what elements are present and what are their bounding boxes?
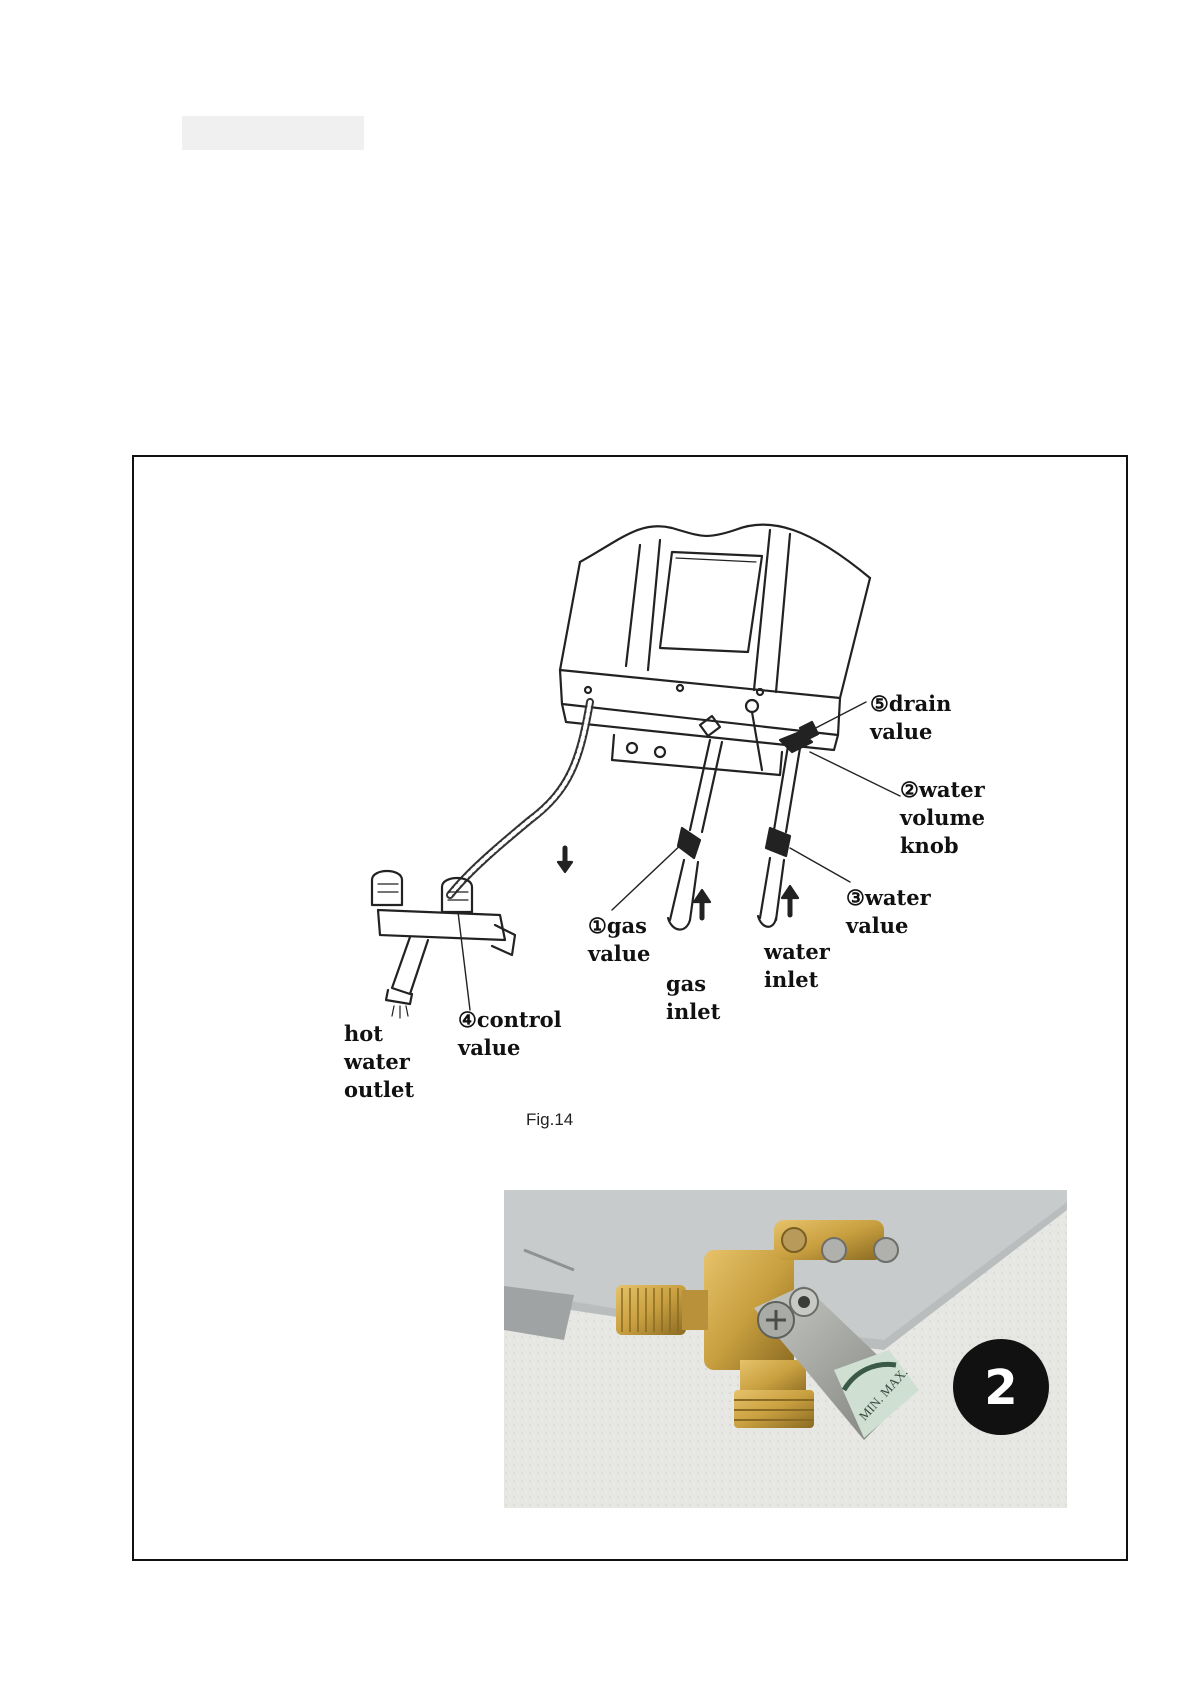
svg-text:2: 2 <box>984 1360 1018 1416</box>
label-water-inlet: water inlet <box>764 939 830 992</box>
label-gas-inlet: gas inlet <box>666 971 721 1024</box>
valve-photo <box>504 1190 1067 1508</box>
step-badge <box>953 1339 1049 1435</box>
label-hot-water-outlet: hot water outlet <box>344 1021 415 1102</box>
label-control-valve: ④control value <box>458 1007 562 1060</box>
lever-min-max-text: MIN. MAX. <box>855 1364 911 1424</box>
label-water-valve: ③water value <box>846 885 931 938</box>
figure-caption: Fig.14 <box>526 1110 574 1129</box>
label-water-volume-knob: ②water volume knob <box>900 777 986 858</box>
label-drain-valve: ⑤drain value <box>870 691 952 744</box>
label-gas-valve: ①gas value <box>588 913 651 966</box>
